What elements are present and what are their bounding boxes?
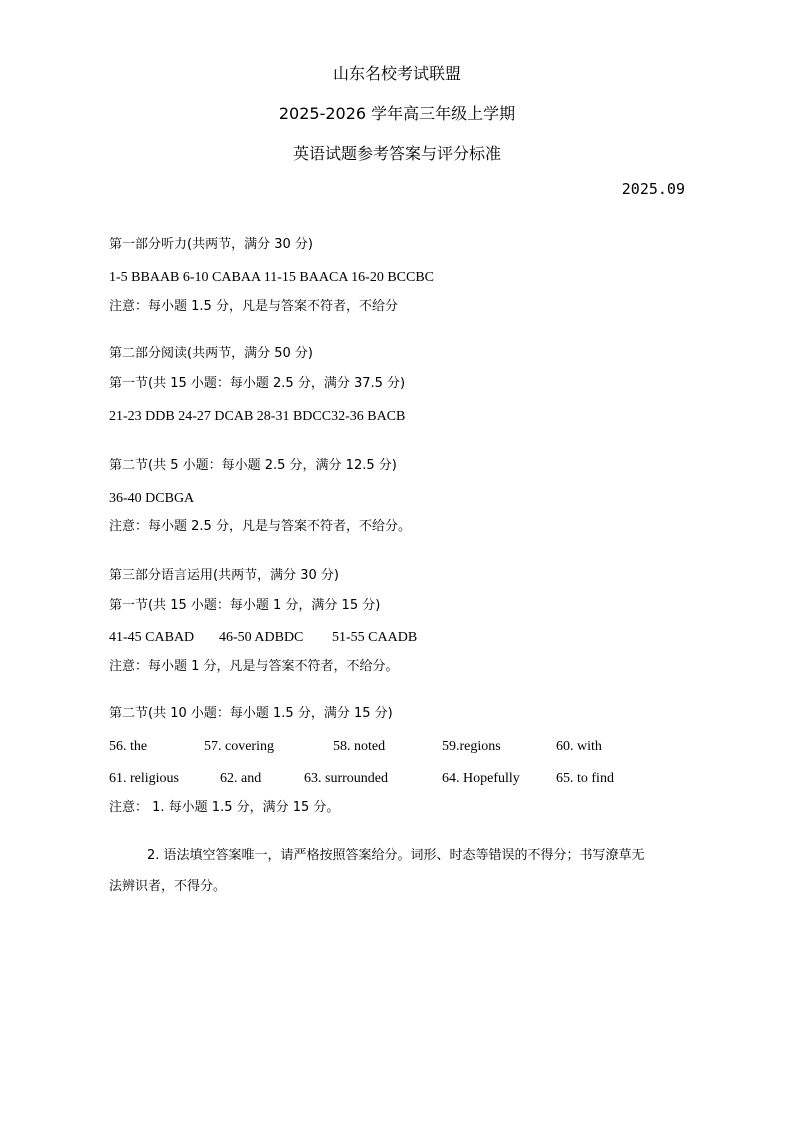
part2-note: 注意：每小题 2.5 分，凡是与答案不符者，不给分。 xyxy=(109,519,411,534)
part2-section2-answers: 36-40 DCBGA xyxy=(109,491,195,506)
answer-63: 63. surrounded xyxy=(304,771,388,786)
doc-subtitle-term: 2025-2026 学年高三年级上学期 xyxy=(278,104,516,123)
part2-section1-heading: 第一节(共 15 小题：每小题 2.5 分，满分 37.5 分) xyxy=(109,376,406,391)
part3-heading: 第三部分语言运用(共两节，满分 30 分) xyxy=(109,568,339,583)
part3-section1-note: 注意：每小题 1 分，凡是与答案不符者，不给分。 xyxy=(109,659,399,674)
doc-title: 山东名校考试联盟 xyxy=(332,64,461,83)
answer-57: 57. covering xyxy=(204,739,274,754)
answer-59: 59.regions xyxy=(442,739,501,754)
answer-61: 61. religious xyxy=(109,771,179,786)
part3-note2-line1: 2. 语法填空答案唯一，请严格按照答案给分。词形、时态等错误的不得分；书写潦草无 xyxy=(147,848,645,863)
part2-heading: 第二部分阅读(共两节，满分 50 分) xyxy=(109,346,313,361)
answer-41-45: 41-45 CABAD xyxy=(109,630,195,645)
part3-section2-heading: 第二节(共 10 小题：每小题 1.5 分，满分 15 分) xyxy=(109,706,393,721)
answer-56: 56. the xyxy=(109,739,148,754)
part2-section2-heading: 第二节(共 5 小题：每小题 2.5 分，满分 12.5 分) xyxy=(109,458,397,473)
answer-60: 60. with xyxy=(556,739,602,754)
part3-section1-heading: 第一节(共 15 小题：每小题 1 分，满分 15 分) xyxy=(109,598,381,613)
answer-65: 65. to find xyxy=(556,771,614,786)
part1-answers: 1-5 BBAAB 6-10 CABAA 11-15 BAACA 16-20 BCCBC xyxy=(109,270,435,285)
part3-note2-line2: 法辨识者，不得分。 xyxy=(109,879,227,894)
answer-51-55: 51-55 CAADB xyxy=(332,630,418,645)
part1-note: 注意：每小题 1.5 分，凡是与答案不符者，不给分 xyxy=(109,299,398,314)
part2-section1-answers: 21-23 DDB 24-27 DCAB 28-31 BDCC32-36 BACB xyxy=(109,409,406,424)
part3-note1: 注意： 1. 每小题 1.5 分，满分 15 分。 xyxy=(109,800,340,815)
doc-date: 2025.09 xyxy=(621,180,685,198)
part1-heading: 第一部分听力(共两节，满分 30 分) xyxy=(109,237,313,252)
answer-46-50: 46-50 ADBDC xyxy=(219,630,304,645)
doc-subtitle-answer-key: 英语试题参考答案与评分标准 xyxy=(292,144,501,163)
answer-62: 62. and xyxy=(220,771,262,786)
answer-64: 64. Hopefully xyxy=(442,771,520,786)
answer-58: 58. noted xyxy=(333,739,386,754)
